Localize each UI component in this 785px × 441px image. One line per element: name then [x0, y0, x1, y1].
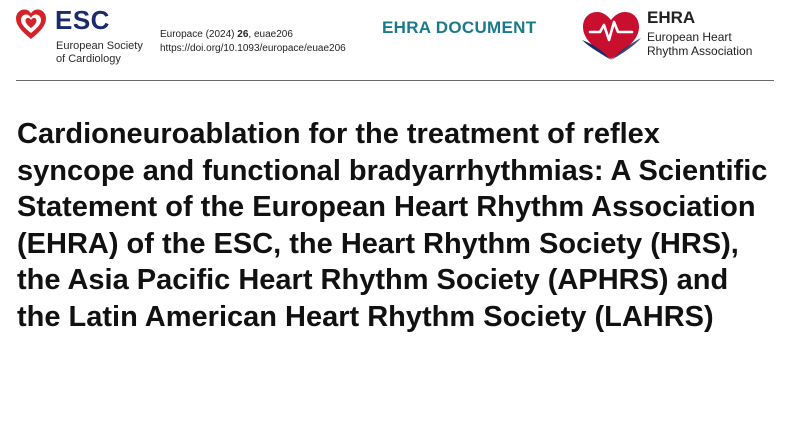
citation	[160, 28, 346, 56]
document-type-label: EHRA DOCUMENT	[382, 18, 537, 37]
ehra-subtitle-line2: Rhythm Association	[647, 44, 753, 58]
esc-wordmark: ESC	[55, 5, 110, 35]
esc-subtitle	[56, 40, 166, 66]
esc-subtitle-line1: European Society	[56, 40, 143, 52]
article-title: Cardioneuroablation for the treatment of reflex syncope and functional bradyarrhythmias: A Scientific Statement of the European Heart Rhythm Association (EHRA) of the ESC, the Heart Rhythm Society (HRS), the Asia Pacific Heart Rhythm Society (APHRS) and the Latin American Heart Rhythm Society (LAHRS)	[17, 118, 768, 333]
article-id: , euae206	[248, 29, 293, 40]
journal-name: Europace (2024)	[160, 29, 235, 40]
header-divider	[16, 80, 774, 81]
ehra-subtitle	[647, 30, 782, 58]
ehra-wordmark: EHRA	[647, 8, 696, 27]
esc-subtitle-line2: of Cardiology	[56, 53, 121, 65]
page-header	[0, 0, 785, 80]
volume-number: 26	[237, 29, 249, 40]
ehra-subtitle-line1: European Heart	[647, 30, 732, 44]
esc-heart-logo-icon	[15, 8, 47, 42]
ehra-heart-logo-icon	[578, 8, 644, 62]
citation-reference	[160, 28, 346, 42]
doi-link[interactable]: https://doi.org/10.1093/europace/euae206	[160, 43, 346, 54]
